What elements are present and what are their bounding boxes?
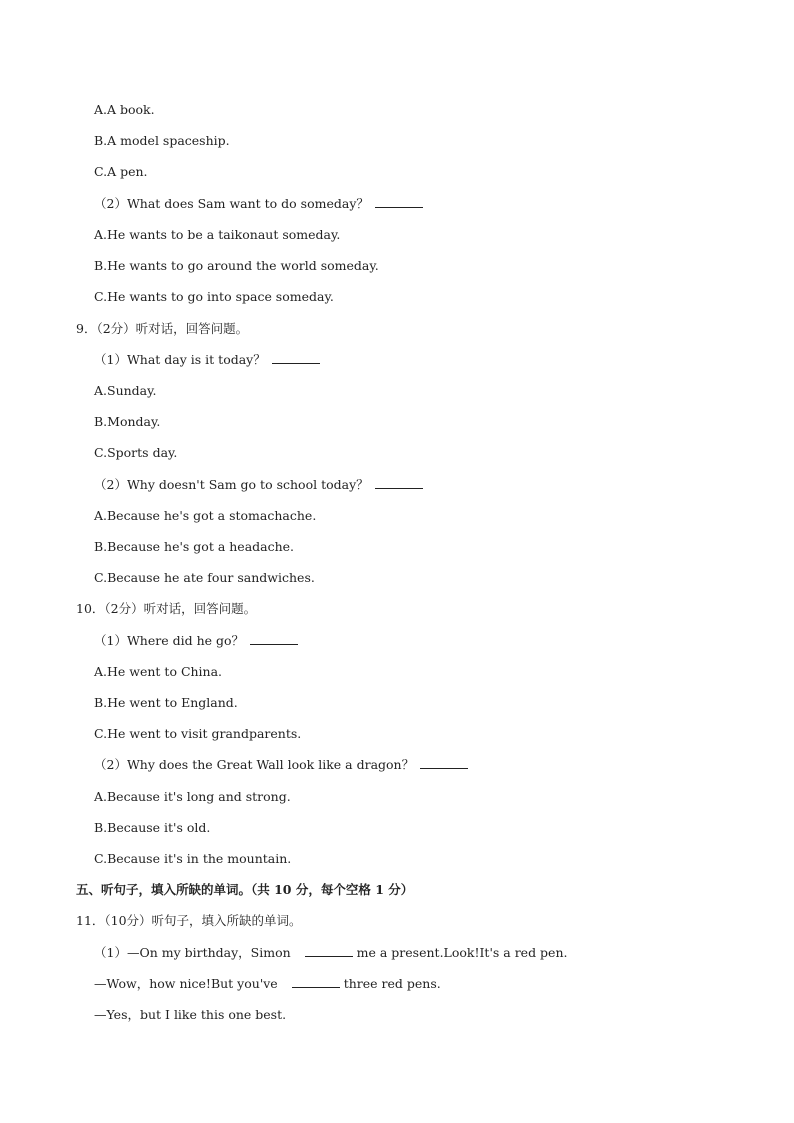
q8-option-b: B.A model spaceship. — [94, 133, 230, 148]
q10-sub-question-2 — [94, 757, 468, 773]
q10-title: 10．（2分）听对话，回答问题。 — [76, 601, 257, 616]
q11-line2-post: three red pens. — [343, 976, 441, 991]
section-5-heading: 五、听句子，填入所缺的单词。（共 10 分，每个空格 1 分） — [76, 882, 414, 897]
answer-blank — [375, 196, 423, 208]
q9-sub1-text: （1）What day is it today？ — [94, 352, 266, 367]
q10-option-c: C.He went to visit grandparents. — [94, 726, 302, 741]
answer-blank — [375, 477, 423, 489]
q11-line-1 — [94, 945, 567, 961]
q9-option-c: C.Sports day. — [94, 445, 178, 460]
q9-sub2-option-b: B.Because he's got a headache. — [94, 539, 295, 554]
q8-sub2-option-c: C.He wants to go into space someday. — [94, 289, 334, 304]
answer-blank — [305, 945, 353, 957]
q10-option-a: A.He went to China. — [94, 664, 223, 679]
q8-sub2-text: （2）What does Sam want to do someday？ — [94, 196, 369, 211]
q10-sub2-option-b: B.Because it's old. — [94, 820, 211, 835]
q9-sub-question-1 — [94, 352, 320, 368]
q11-line-3: —Yes，but I like this one best. — [94, 1007, 287, 1022]
q11-line-2 — [94, 976, 441, 992]
q9-option-a: A.Sunday. — [94, 383, 157, 398]
q9-option-b: B.Monday. — [94, 414, 161, 429]
q10-sub-question-1 — [94, 633, 298, 649]
q10-option-b: B.He went to England. — [94, 695, 238, 710]
q9-sub-question-2 — [94, 477, 423, 493]
answer-blank — [272, 352, 320, 364]
q10-sub2-option-a: A.Because it's long and strong. — [94, 789, 291, 804]
q9-sub2-option-c: C.Because he ate four sandwiches. — [94, 570, 315, 585]
q11-line2-pre: —Wow，how nice!But you've — [94, 976, 278, 991]
q8-option-c: C.A pen. — [94, 164, 148, 179]
q10-sub2-text: （2）Why does the Great Wall look like a dragon？ — [94, 757, 415, 772]
answer-blank — [292, 976, 340, 988]
q11-line1-post: me a present.Look!It's a red pen. — [356, 945, 568, 960]
q9-sub2-option-a: A.Because he's got a stomachache. — [94, 508, 317, 523]
q8-sub-question-2 — [94, 196, 423, 212]
q11-line1-pre: （1）—On my birthday，Simon — [94, 945, 291, 960]
q10-sub1-text: （1）Where did he go？ — [94, 633, 245, 648]
q11-title: 11．（10分）听句子，填入所缺的单词。 — [76, 913, 302, 928]
q8-sub2-option-b: B.He wants to go around the world someday. — [94, 258, 379, 273]
q8-option-a: A.A book. — [94, 102, 155, 117]
answer-blank — [250, 633, 298, 645]
q9-title: 9．（2分）听对话，回答问题。 — [76, 321, 249, 336]
q8-sub2-option-a: A.He wants to be a taikonaut someday. — [94, 227, 341, 242]
answer-blank — [420, 757, 468, 769]
q10-sub2-option-c: C.Because it's in the mountain. — [94, 851, 292, 866]
q9-sub2-text: （2）Why doesn't Sam go to school today？ — [94, 477, 369, 492]
